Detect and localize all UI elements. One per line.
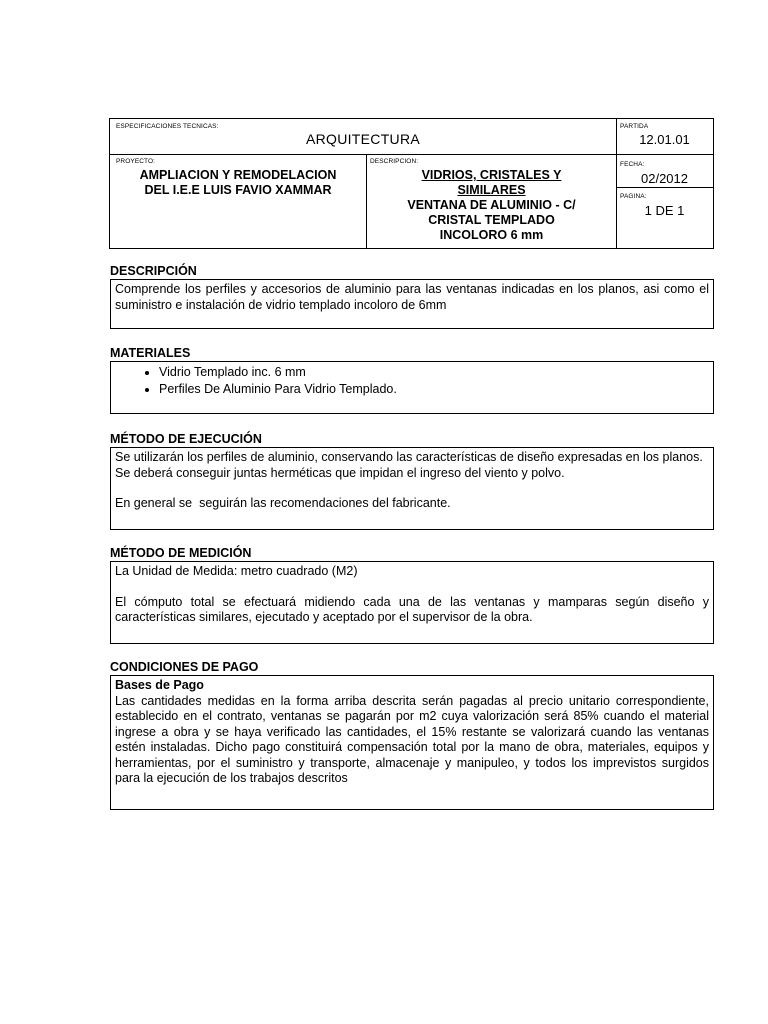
metodo-medicion-para-1: La Unidad de Medida: metro cuadrado (M2) — [115, 564, 358, 578]
metodo-ejecucion-para-1: Se utilizarán los perfiles de aluminio, conservando las características de diseño expresadas en los planos. Se deberá conseguir juntas herméticas que impidan el ingreso del viento y polvo. — [115, 450, 703, 480]
condiciones-pago-box — [110, 675, 714, 810]
spec-label: ESPECIFICACIONES TECNICAS: — [116, 123, 219, 130]
metodo-ejecucion-box — [110, 447, 714, 530]
pagina-label: PAGINA: — [620, 193, 647, 200]
condiciones-pago-heading: CONDICIONES DE PAGO — [110, 660, 259, 674]
descripcion-line-2 — [367, 183, 616, 198]
descripcion-box — [110, 279, 714, 329]
descripcion-label: DESCRIPCION: — [370, 158, 419, 165]
descripcion-line-4: CRISTAL TEMPLADO — [428, 213, 555, 227]
descripcion-line-2-text: SIMILARES — [457, 183, 526, 197]
descripcion-line-5: INCOLORO 6 mm — [439, 228, 544, 242]
descripcion-line-1-text: VIDRIOS, CRISTALES Y — [421, 168, 562, 182]
proyecto-label: PROYECTO: — [116, 158, 156, 165]
condiciones-pago-text: Las cantidades medidas en la forma arriba descrita serán pagadas al precio unitario correspondiente, establecido en el contrato, ventanas se pagarán por m2 cuya valorización será 85% cuando el material ingrese a obra y se haya verificado las cantidades, el 15% restante se valorizará cuando las ventanas estén instaladas. Dicho pago constituirá compensación total por la mano de obra, materiales, equipos y herramientas, por el suministro y transporte, almacenaje y manipuleo, y todos los imprevistos surgidos para la ejecución de los trabajos descritos — [115, 693, 709, 785]
materiales-item: • Perfiles De Aluminio Para Vidrio Templado. — [159, 381, 709, 398]
header-table — [109, 118, 714, 249]
descripcion-value — [367, 168, 616, 243]
partida-value: 12.01.01 — [639, 132, 690, 147]
bases-de-pago-heading: Bases de Pago — [115, 678, 204, 692]
proyecto-line-2: DEL I.E.E LUIS FAVIO XAMMAR — [144, 183, 332, 197]
metodo-medicion-para-2: El cómputo total se efectuará midiendo cada una de las ventanas y mamparas según diseño y características similares, ejecutado y aceptado por el supervisor de la obra. — [115, 594, 709, 624]
header-divider-pagina — [616, 187, 713, 188]
descripcion-line-1 — [367, 168, 616, 183]
proyecto-value — [110, 168, 366, 198]
fecha-value: 02/2012 — [641, 171, 688, 186]
metodo-medicion-box — [110, 561, 714, 644]
proyecto-line-1: AMPLIACION Y REMODELACION — [139, 168, 337, 182]
header-title: ARQUITECTURA — [305, 131, 421, 147]
pagina-value: 1 DE 1 — [644, 203, 685, 218]
header-divider-row — [110, 154, 713, 155]
descripcion-line-3: VENTANA DE ALUMINIO - C/ — [407, 198, 576, 212]
descripcion-text: Comprende los perfiles y accesorios de aluminio para las ventanas indicadas en los planos, asi como el suministro e instalación de vidrio templado incoloro de 6mm — [115, 282, 709, 312]
materiales-heading: MATERIALES — [110, 346, 191, 360]
materiales-list — [115, 364, 709, 398]
descripcion-heading: DESCRIPCIÓN — [110, 264, 197, 278]
materiales-box — [110, 361, 714, 414]
materiales-item: • Vidrio Templado inc. 6 mm — [159, 364, 709, 381]
metodo-medicion-heading: MÉTODO DE MEDICIÓN — [110, 546, 252, 560]
metodo-ejecucion-para-2: En general se seguirán las recomendaciones del fabricante. — [115, 496, 451, 510]
partida-label: PARTIDA — [620, 123, 649, 130]
fecha-label: FECHA: — [620, 161, 645, 168]
metodo-ejecucion-heading: MÉTODO DE EJECUCIÓN — [110, 432, 262, 446]
